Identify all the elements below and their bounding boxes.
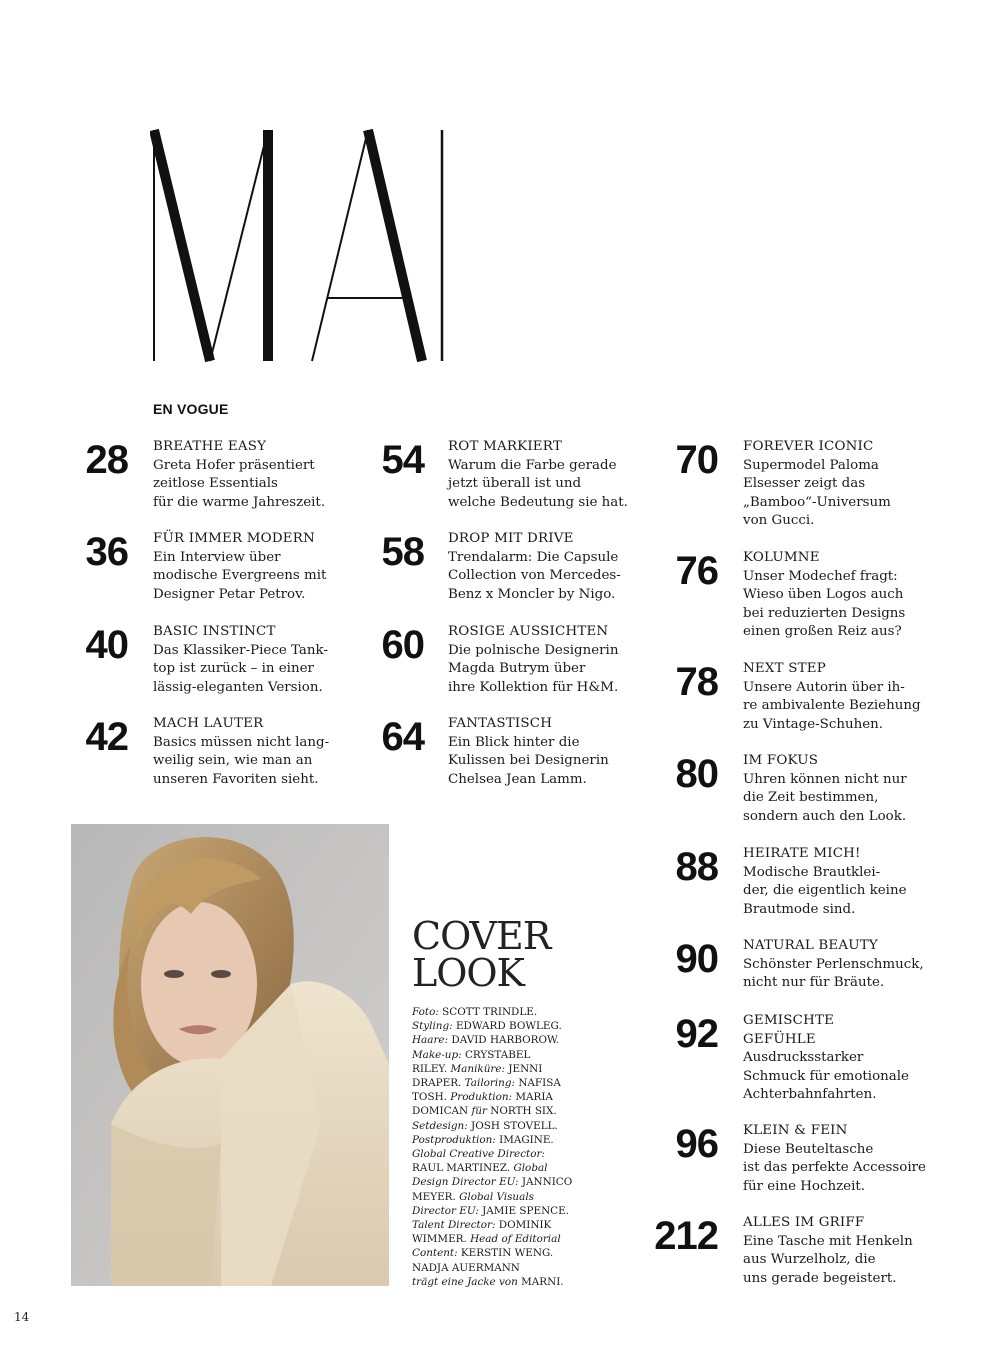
toc-description bbox=[153, 549, 343, 605]
credit-line bbox=[412, 1133, 592, 1147]
toc-title: ROT MARKIERT bbox=[448, 439, 562, 454]
toc-description-line: Ein Interview über bbox=[153, 549, 281, 565]
toc-description-line: unseren Favoriten sieht. bbox=[153, 771, 319, 787]
credit-line bbox=[412, 1005, 592, 1019]
credit-role: trägt eine Jacke von bbox=[412, 1275, 518, 1288]
masthead-mai bbox=[150, 128, 450, 363]
credit-name: NAFISA bbox=[515, 1077, 561, 1090]
toc-page-number: 58 bbox=[381, 530, 424, 574]
toc-description bbox=[743, 1141, 933, 1197]
toc-title: KOLUMNE bbox=[743, 550, 820, 565]
credit-line bbox=[412, 1232, 592, 1246]
toc-description-line: Collection von Mercedes- bbox=[448, 568, 621, 584]
credit-line bbox=[412, 1190, 592, 1204]
toc-description-line: weilig sein, wie man an bbox=[153, 753, 313, 769]
toc-title: BREATHE EASY bbox=[153, 439, 267, 454]
credit-role: Global Visuals bbox=[459, 1190, 534, 1203]
credit-name: EDWARD BOWLEG. bbox=[452, 1020, 562, 1033]
toc-description bbox=[448, 642, 638, 698]
toc-description-line: Unsere Autorin über ih- bbox=[743, 679, 905, 695]
toc-description bbox=[448, 457, 638, 513]
toc-description-line: zu Vintage-Schuhen. bbox=[743, 716, 884, 732]
credit-role: Foto: bbox=[412, 1006, 439, 1018]
toc-description-line: modische Evergreens mit bbox=[153, 568, 327, 584]
toc-page-number: 96 bbox=[675, 1122, 718, 1166]
toc-description-line: Die polnische Designerin bbox=[448, 642, 619, 658]
toc-page-number: 54 bbox=[381, 438, 424, 482]
toc-title: KLEIN & FEIN bbox=[743, 1123, 848, 1138]
section-label: EN VOGUE bbox=[153, 401, 229, 417]
toc-description-line: Chelsea Jean Lamm. bbox=[448, 771, 587, 787]
toc-entry-text bbox=[743, 438, 933, 531]
toc-description-line: Ausdrucksstarker bbox=[743, 1050, 864, 1066]
toc-title: GEMISCHTE bbox=[743, 1013, 835, 1028]
toc-description-line: ist das perfekte Accessoire bbox=[743, 1160, 926, 1176]
toc-description-line: Uhren können nicht nur bbox=[743, 771, 907, 787]
toc-description-line: einen großen Reiz aus? bbox=[743, 624, 902, 640]
toc-description-line: Eine Tasche mit Henkeln bbox=[743, 1233, 913, 1249]
toc-title: ALLES IM GRIFF bbox=[743, 1215, 865, 1230]
credit-role: Maniküre: bbox=[450, 1062, 506, 1075]
credit-line bbox=[412, 1147, 592, 1161]
credit-role: Postproduktion: bbox=[412, 1133, 496, 1146]
toc-page-number: 90 bbox=[675, 937, 718, 981]
toc-title: IM FOKUS bbox=[743, 753, 819, 768]
credit-line bbox=[412, 1261, 592, 1275]
toc-description bbox=[743, 679, 933, 735]
toc-description-line: Brautmode sind. bbox=[743, 901, 856, 917]
toc-entry-text bbox=[743, 1122, 933, 1196]
credit-name: MARIA bbox=[512, 1091, 553, 1104]
credit-name: DOMICAN bbox=[412, 1105, 472, 1118]
toc-page-number: 36 bbox=[85, 530, 128, 574]
credit-name: JANNICO bbox=[518, 1176, 573, 1189]
credit-line bbox=[412, 1076, 592, 1090]
toc-description-line: Greta Hofer präsentiert bbox=[153, 457, 315, 473]
toc-description-line: lässig-eleganten Version. bbox=[153, 679, 323, 695]
toc-description bbox=[743, 1233, 933, 1289]
toc-description-line: Designer Petar Petrov. bbox=[153, 586, 306, 602]
toc-page-number: 70 bbox=[675, 438, 718, 482]
toc-entry-text bbox=[448, 715, 638, 789]
credit-name: MEYER. bbox=[412, 1190, 460, 1203]
toc-entry-text bbox=[743, 1214, 933, 1288]
toc-description-line: Magda Butrym über bbox=[448, 661, 586, 677]
toc-description-line: Warum die Farbe gerade bbox=[448, 457, 617, 473]
toc-description-line: „Bamboo“-Universum bbox=[743, 494, 891, 510]
credit-line bbox=[412, 1161, 592, 1175]
credit-name: JAMIE SPENCE. bbox=[478, 1204, 569, 1217]
toc-title: ROSIGE AUSSICHTEN bbox=[448, 624, 609, 639]
credit-name: DAVID HARBOROW. bbox=[448, 1034, 560, 1047]
toc-title: BASIC INSTINCT bbox=[153, 624, 276, 639]
credit-name: CRYSTABEL bbox=[461, 1048, 531, 1061]
credit-role: Haare: bbox=[412, 1034, 449, 1047]
toc-description-line: Schmuck für emotionale bbox=[743, 1068, 909, 1084]
credit-name: MARNI. bbox=[517, 1275, 564, 1288]
toc-description bbox=[448, 549, 638, 605]
credit-name: JOSH STOVELL. bbox=[467, 1119, 558, 1132]
toc-entry-text bbox=[743, 752, 933, 826]
toc-description-line: Supermodel Paloma bbox=[743, 457, 879, 473]
cover-look-title bbox=[412, 914, 552, 995]
credit-name: RAUL MARTINEZ. bbox=[412, 1162, 514, 1175]
toc-description-line: re ambivalente Beziehung bbox=[743, 698, 921, 714]
credit-line bbox=[412, 1104, 592, 1118]
toc-description bbox=[743, 956, 933, 993]
toc-entry-text bbox=[743, 845, 933, 919]
credit-line bbox=[412, 1246, 592, 1260]
toc-page-number: 212 bbox=[654, 1214, 718, 1258]
credit-role: Setdesign: bbox=[412, 1119, 468, 1132]
toc-description-line: sondern auch den Look. bbox=[743, 808, 907, 824]
credit-name: KERSTIN WENG. bbox=[457, 1247, 554, 1260]
toc-description-line: für die warme Jahreszeit. bbox=[153, 494, 326, 510]
toc-description-line: für eine Hochzeit. bbox=[743, 1178, 866, 1194]
toc-title: FÜR IMMER MODERN bbox=[153, 531, 315, 546]
toc-description-line: Das Klassiker-Piece Tank- bbox=[153, 642, 328, 658]
credit-role: Make-up: bbox=[412, 1048, 462, 1061]
toc-description-line: nicht nur für Bräute. bbox=[743, 975, 885, 991]
toc-page-number: 60 bbox=[381, 623, 424, 667]
toc-entry-text bbox=[153, 715, 343, 789]
credit-name: RILEY. bbox=[412, 1062, 451, 1075]
toc-description bbox=[153, 734, 343, 790]
toc-page-number: 40 bbox=[85, 623, 128, 667]
credit-line bbox=[412, 1048, 592, 1062]
credit-role: Content: bbox=[412, 1247, 458, 1260]
toc-page-number: 42 bbox=[85, 715, 128, 759]
credit-line bbox=[412, 1062, 592, 1076]
toc-description-line: die Zeit bestimmen, bbox=[743, 790, 879, 806]
toc-title: FOREVER ICONIC bbox=[743, 439, 874, 454]
toc-title-line2: GEFÜHLE bbox=[743, 1031, 816, 1047]
credit-role: Head of Editorial bbox=[470, 1233, 561, 1246]
toc-description-line: Ein Blick hinter die bbox=[448, 734, 580, 750]
toc-description-line: bei reduzierten Designs bbox=[743, 605, 906, 621]
credit-name: IMAGINE. bbox=[495, 1133, 554, 1146]
toc-title: MACH LAUTER bbox=[153, 716, 264, 731]
credit-role: Director EU: bbox=[412, 1204, 479, 1217]
toc-title: DROP MIT DRIVE bbox=[448, 531, 574, 546]
credit-role: Global bbox=[513, 1162, 548, 1175]
toc-page-number: 28 bbox=[85, 438, 128, 482]
credit-name: SCOTT TRINDLE. bbox=[438, 1006, 538, 1018]
toc-description bbox=[743, 568, 933, 642]
credit-line bbox=[412, 1033, 592, 1047]
toc-entry-text bbox=[743, 1012, 933, 1105]
toc-page-number: 80 bbox=[675, 752, 718, 796]
cover-photo bbox=[71, 824, 389, 1286]
toc-description-line: uns gerade begeistert. bbox=[743, 1270, 897, 1286]
toc-page-number: 88 bbox=[675, 845, 718, 889]
toc-description-line: Diese Beuteltasche bbox=[743, 1141, 874, 1157]
toc-description bbox=[153, 642, 343, 698]
toc-entry-text bbox=[448, 438, 638, 512]
toc-description bbox=[743, 1049, 933, 1105]
toc-entry-text bbox=[153, 530, 343, 604]
toc-description-line: Achterbahnfahrten. bbox=[743, 1087, 877, 1103]
credit-name: NADJA AUERMANN bbox=[412, 1261, 520, 1274]
credit-line bbox=[412, 1218, 592, 1232]
toc-description-line: Benz x Moncler by Nigo. bbox=[448, 586, 616, 602]
toc-entry-text bbox=[743, 549, 933, 642]
credit-line bbox=[412, 1275, 592, 1289]
credit-role: Design Director EU: bbox=[412, 1176, 519, 1189]
toc-description bbox=[743, 457, 933, 531]
toc-description-line: Schönster Perlenschmuck, bbox=[743, 956, 924, 972]
credit-role: Global Creative Director: bbox=[412, 1148, 545, 1161]
cover-credits bbox=[412, 1005, 592, 1289]
credit-name: WIMMER. bbox=[412, 1233, 471, 1246]
toc-description-line: Kulissen bei Designerin bbox=[448, 753, 609, 769]
cover-model-illustration bbox=[71, 824, 389, 1286]
toc-description bbox=[743, 771, 933, 827]
toc-description-line: zeitlose Essentials bbox=[153, 476, 278, 492]
toc-description-line: welche Bedeutung sie hat. bbox=[448, 494, 628, 510]
credit-line bbox=[412, 1204, 592, 1218]
toc-entry-text bbox=[448, 623, 638, 697]
toc-title: NEXT STEP bbox=[743, 661, 826, 676]
credit-line bbox=[412, 1119, 592, 1133]
toc-entry-text bbox=[743, 660, 933, 734]
toc-entry-text bbox=[153, 438, 343, 512]
toc-description bbox=[448, 734, 638, 790]
toc-entry-text bbox=[448, 530, 638, 604]
toc-page-number: 76 bbox=[675, 549, 718, 593]
toc-description-line: Modische Brautklei- bbox=[743, 864, 881, 880]
toc-description-line: aus Wurzelholz, die bbox=[743, 1252, 876, 1268]
toc-description-line: Trendalarm: Die Capsule bbox=[448, 549, 619, 565]
credit-name: NORTH SIX. bbox=[486, 1105, 557, 1118]
toc-description-line: ihre Kollektion für H&M. bbox=[448, 679, 619, 695]
toc-entry-text bbox=[153, 623, 343, 697]
toc-entry-text bbox=[743, 937, 933, 993]
toc-description bbox=[743, 864, 933, 920]
toc-description-line: Basics müssen nicht lang- bbox=[153, 734, 330, 750]
toc-description-line: Unser Modechef fragt: bbox=[743, 568, 898, 584]
credit-role: Talent Director: bbox=[412, 1219, 496, 1232]
credit-role: für bbox=[471, 1105, 487, 1118]
credit-name: DRAPER. bbox=[412, 1077, 465, 1090]
credit-role: Produktion: bbox=[450, 1091, 513, 1104]
toc-description bbox=[153, 457, 343, 513]
toc-title: HEIRATE MICH! bbox=[743, 846, 861, 861]
cover-title-line2: LOOK bbox=[412, 951, 524, 995]
toc-description-line: Wieso üben Logos auch bbox=[743, 587, 904, 603]
toc-description-line: der, die eigentlich keine bbox=[743, 883, 907, 899]
toc-title: NATURAL BEAUTY bbox=[743, 938, 878, 953]
credit-line bbox=[412, 1019, 592, 1033]
toc-description-line: Elsesser zeigt das bbox=[743, 476, 866, 492]
credit-line bbox=[412, 1175, 592, 1189]
masthead-text: MAI bbox=[300, 248, 303, 249]
toc-page-number: 64 bbox=[381, 715, 424, 759]
credit-name: DOMINIK bbox=[495, 1219, 552, 1232]
toc-page-number: 78 bbox=[675, 660, 718, 704]
credit-name: JENNI bbox=[505, 1062, 543, 1075]
credit-line bbox=[412, 1090, 592, 1104]
credit-role: Styling: bbox=[412, 1020, 453, 1033]
toc-description-line: jetzt überall ist und bbox=[448, 476, 582, 492]
cover-title-line1: COVER bbox=[412, 914, 551, 958]
toc-title: FANTASTISCH bbox=[448, 716, 553, 731]
toc-description-line: von Gucci. bbox=[743, 513, 815, 529]
page-number: 14 bbox=[14, 1310, 30, 1324]
credit-role: Tailoring: bbox=[464, 1077, 516, 1090]
toc-page-number: 92 bbox=[675, 1012, 718, 1056]
credit-name: TOSH. bbox=[412, 1091, 451, 1104]
toc-description-line: top ist zurück – in einer bbox=[153, 661, 314, 677]
